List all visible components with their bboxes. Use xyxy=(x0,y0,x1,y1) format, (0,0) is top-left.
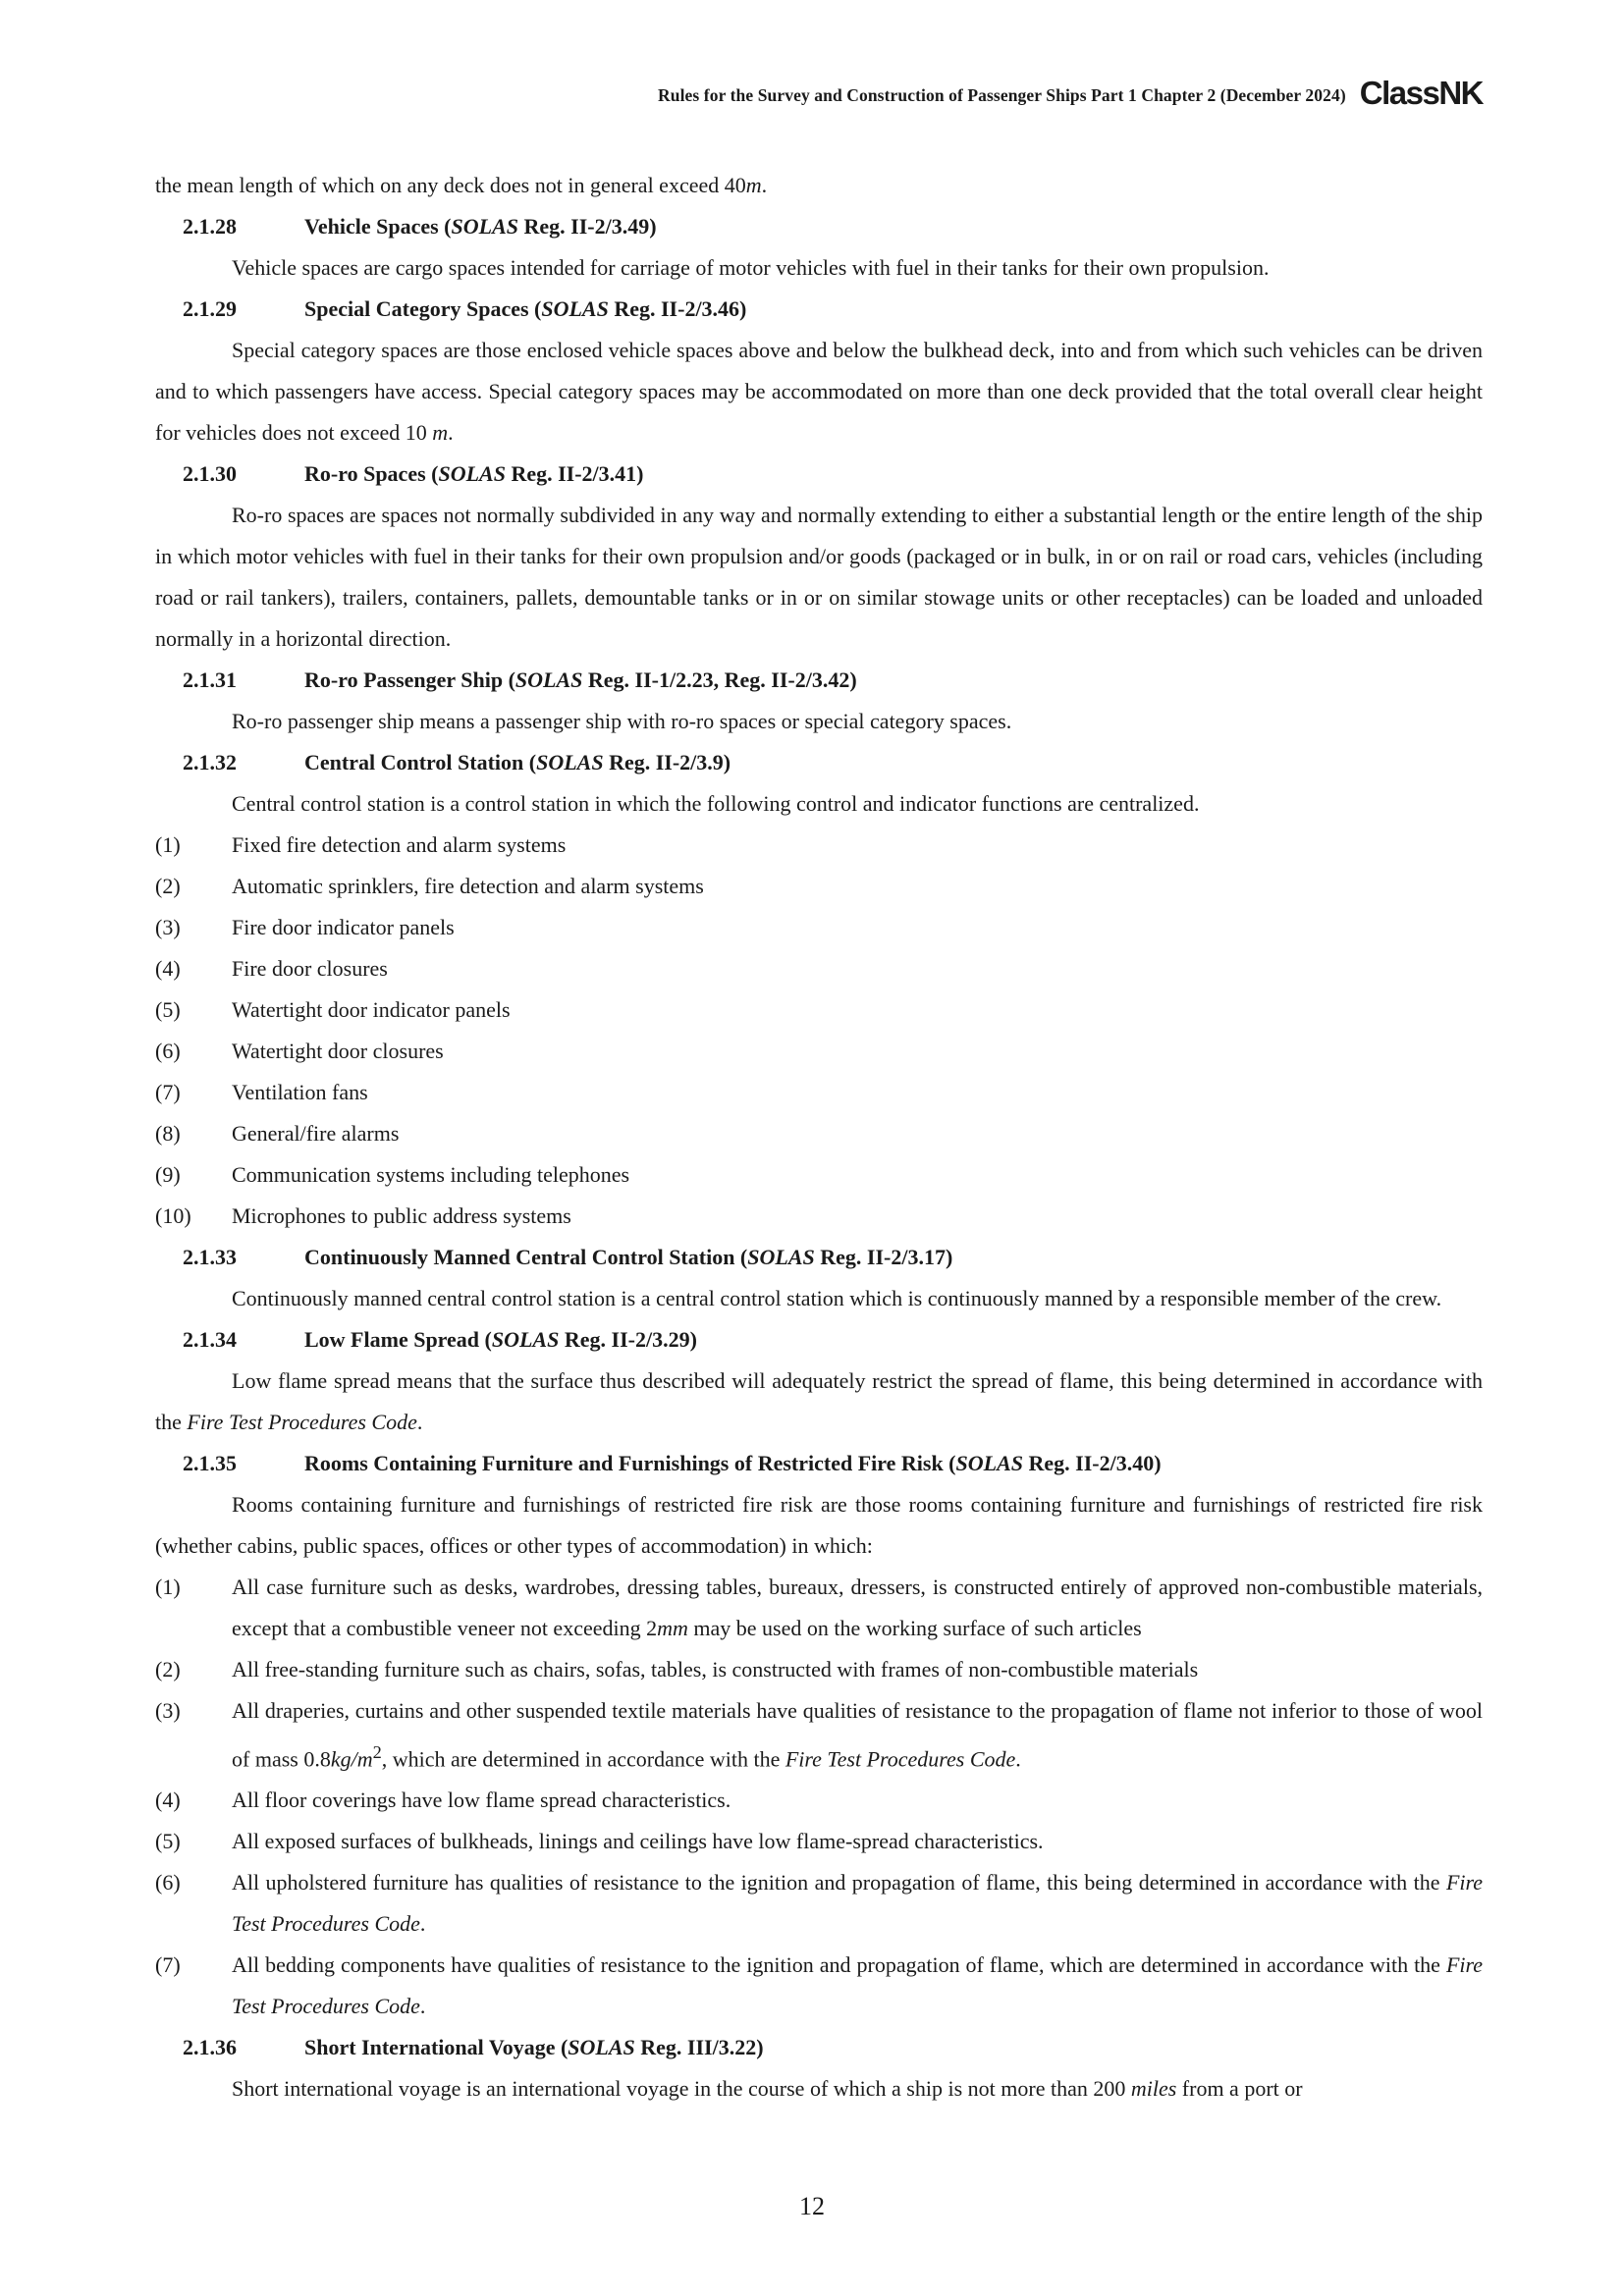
list-item: (5) All exposed surfaces of bulkheads, linings and ceilings have low flame-spread characteristics. xyxy=(155,1829,1044,1854)
list-item: (2) Automatic sprinklers, fire detection and alarm systems xyxy=(155,874,704,898)
section-body-2-1-34: Low flame spread means that the surface thus described will adequately restrict the spread of flame, this being determined in accordance with the Fire Test Procedures Code. xyxy=(155,1368,1483,1434)
section-heading-2-1-36: 2.1.36 Short International Voyage (SOLAS Reg. III/3.22) xyxy=(183,2035,764,2060)
section-body-2-1-29: Special category spaces are those enclosed vehicle spaces above and below the bulkhead deck, into and from which such vehicles can be driven and to which passengers have access. Special category spaces may be accommodated on more than one deck provided that the total overall clear height for vehicles does not exceed 10 m. xyxy=(155,338,1483,445)
section-heading-2-1-28: 2.1.28 Vehicle Spaces (SOLAS Reg. II-2/3.49) xyxy=(183,214,657,239)
list-item: (6) Watertight door closures xyxy=(155,1039,444,1063)
section-heading-2-1-34: 2.1.34 Low Flame Spread (SOLAS Reg. II-2/3.29) xyxy=(183,1327,697,1352)
section-heading-2-1-32: 2.1.32 Central Control Station (SOLAS Reg. II-2/3.9) xyxy=(183,750,731,774)
section-body-2-1-35: Rooms containing furniture and furnishings of restricted fire risk are those rooms containing furniture and furnishings of restricted fire risk (whether cabins, public spaces, offices or other types of accommodation) in which: xyxy=(155,1492,1483,1558)
section-body-2-1-28: Vehicle spaces are cargo spaces intended for carriage of motor vehicles with fuel in their tanks for their own propulsion. xyxy=(232,255,1270,280)
list-item: (3) All draperies, curtains and other suspended textile materials have qualities of resistance to the propagation of flame not inferior to those of wool of mass $0.8kg/m^2$, which are determined in accordance with the Fire Test Procedures Code. xyxy=(155,1698,1483,1772)
list-item: (3) Fire door indicator panels xyxy=(155,915,455,939)
section-heading-2-1-31: 2.1.31 Ro-ro Passenger Ship (SOLAS Reg. II-1/2.23, Reg. II-2/3.42) xyxy=(183,667,857,692)
section-body-2-1-33: Continuously manned central control station is a central control station which is continuously manned by a responsible member of the crew. xyxy=(232,1286,1442,1310)
list-item: (5) Watertight door indicator panels xyxy=(155,997,511,1022)
classnk-logo: ClassNK xyxy=(1359,75,1483,111)
header-title: Rules for the Survey and Construction of Passenger Ships Part 1 Chapter 2 (December 2024) xyxy=(658,85,1346,105)
section-body-2-1-30: Ro-ro spaces are spaces not normally subdivided in any way and normally extending to either a substantial length or the entire length of the ship in which motor vehicles with fuel in their tanks for their own propulsion and/or goods (packaged or in bulk, in or on rail or road cars, vehicles (including road or rail tankers), trailers, containers, pallets, demountable tanks or in or on similar stowage units or other receptacles) can be loaded and unloaded normally in a horizontal direction. xyxy=(155,503,1483,651)
document-body xyxy=(155,165,1483,2109)
section-heading-2-1-29: 2.1.29 Special Category Spaces (SOLAS Reg. II-2/3.46) xyxy=(183,296,747,321)
list-item: (6) All upholstered furniture has qualities of resistance to the ignition and propagation of flame, this being determined in accordance with the Fire Test Procedures Code. xyxy=(155,1870,1483,1937)
list-item: (4) Fire door closures xyxy=(155,956,388,981)
section-body-2-1-31: Ro-ro passenger ship means a passenger ship with ro-ro spaces or special category spaces. xyxy=(232,709,1012,733)
list-item: (8) General/fire alarms xyxy=(155,1121,400,1146)
section-body-2-1-36: Short international voyage is an international voyage in the course of which a ship is not more than 200 miles from a port or xyxy=(232,2076,1303,2102)
section-heading-2-1-35: 2.1.35 Rooms Containing Furniture and Furnishings of Restricted Fire Risk (SOLAS Reg. II-2/3.40) xyxy=(183,1451,1162,1475)
section-body-2-1-32: Central control station is a control station in which the following control and indicator functions are centralized. xyxy=(232,791,1200,816)
page-header xyxy=(0,77,1483,109)
list-item: (7) All bedding components have qualities of resistance to the ignition and propagation of flame, which are determined in accordance with the Fire Test Procedures Code. xyxy=(155,1952,1483,2019)
list-item: (7) Ventilation fans xyxy=(155,1080,368,1104)
section-heading-2-1-33: 2.1.33 Continuously Manned Central Control Station (SOLAS Reg. II-2/3.17) xyxy=(183,1245,953,1269)
intro-paragraph: the mean length of which on any deck does not in general exceed 40m. xyxy=(155,173,768,197)
list-item: (10) Microphones to public address systems xyxy=(155,1203,571,1228)
list-item: (4) All floor coverings have low flame spread characteristics. xyxy=(155,1788,731,1813)
section-heading-2-1-30: 2.1.30 Ro-ro Spaces (SOLAS Reg. II-2/3.41) xyxy=(183,461,644,486)
list-item: (1) Fixed fire detection and alarm systems xyxy=(155,832,567,857)
page-number: 12 xyxy=(799,2192,825,2220)
list-item: (2) All free-standing furniture such as chairs, sofas, tables, is constructed with frames of non-combustible materials xyxy=(155,1657,1199,1682)
list-item: (1) All case furniture such as desks, wardrobes, dressing tables, bureaux, dressers, is constructed entirely of approved non-combustible materials, except that a combustible veneer not exceeding 2mm may be used on the working surface of such articles xyxy=(155,1575,1483,1640)
list-item: (9) Communication systems including telephones xyxy=(155,1162,630,1187)
